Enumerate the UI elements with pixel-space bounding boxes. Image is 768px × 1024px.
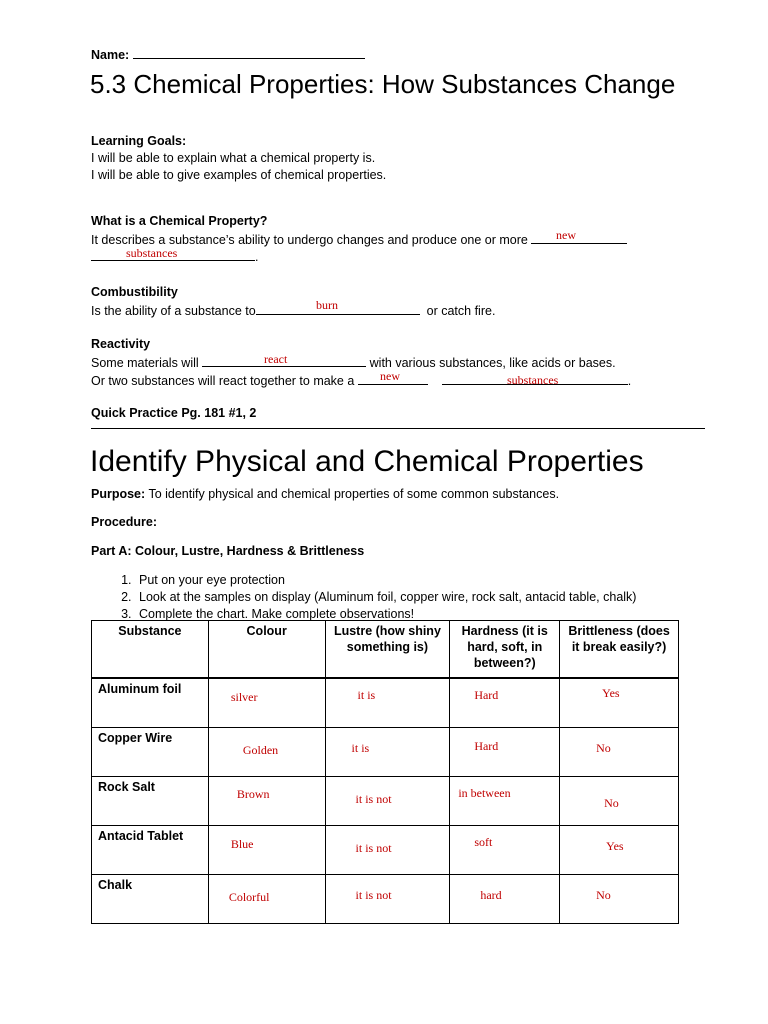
- hardness-answer: hard: [480, 888, 502, 902]
- procedure-step: 1. Put on your eye protection: [135, 572, 636, 589]
- chemical-property-end: .: [255, 250, 259, 264]
- chemical-property-blank-1: [531, 231, 627, 244]
- answer-substances-2: substances: [507, 373, 559, 387]
- chemical-property-heading: What is a Chemical Property?: [91, 214, 268, 228]
- answer-new-1: new: [556, 228, 576, 242]
- substance-cell: Aluminum foil: [92, 678, 209, 728]
- answer-new-2: new: [380, 369, 400, 383]
- section-title: Identify Physical and Chemical Properties: [90, 445, 644, 478]
- lustre-answer: it is not: [355, 792, 392, 806]
- purpose-text: To identify physical and chemical properties of some common substances.: [148, 487, 560, 501]
- brittleness-cell: [560, 826, 679, 875]
- header-substance: Substance: [92, 621, 209, 679]
- brittleness-answer: Yes: [606, 839, 624, 853]
- divider-line: [91, 428, 705, 429]
- chemical-property-text: It describes a substance’s ability to undergo changes and produce one or more: [91, 233, 528, 247]
- learning-goals-heading: Learning Goals:: [91, 134, 187, 148]
- header-lustre: Lustre (how shiny something is): [325, 621, 450, 679]
- table-header-row: [92, 621, 679, 679]
- brittleness-cell: [560, 728, 679, 777]
- hardness-answer: in between: [458, 786, 511, 800]
- procedure-label: Procedure:: [91, 515, 157, 529]
- lustre-answer: it is not: [355, 888, 392, 902]
- observation-table: [91, 620, 679, 924]
- answer-react: react: [264, 352, 288, 366]
- procedure-step: 2. Look at the samples on display (Aluminum foil, copper wire, rock salt, antacid table, chalk): [135, 589, 636, 606]
- page-title: 5.3 Chemical Properties: How Substances Change: [90, 69, 676, 99]
- substance-cell: Antacid Tablet: [92, 826, 209, 875]
- hardness-cell: [450, 678, 560, 728]
- table-row: [92, 678, 679, 728]
- combustibility-after: or catch fire.: [426, 304, 496, 318]
- table-row: [92, 826, 679, 875]
- colour-cell: [208, 777, 325, 826]
- hardness-cell: [450, 728, 560, 777]
- combustibility-before: Is the ability of a substance to: [91, 304, 256, 318]
- table-row: [92, 777, 679, 826]
- header-brittleness: Brittleness (does it break easily?): [560, 621, 679, 679]
- hardness-answer: Hard: [474, 739, 499, 753]
- table-row: [92, 875, 679, 924]
- substance-cell: Rock Salt: [92, 777, 209, 826]
- brittleness-cell: [560, 875, 679, 924]
- colour-answer: silver: [230, 690, 258, 704]
- brittleness-answer: No: [596, 888, 611, 902]
- lustre-cell: [325, 777, 450, 826]
- brittleness-cell: [560, 678, 679, 728]
- combustibility-heading: Combustibility: [91, 285, 178, 299]
- colour-answer: Brown: [236, 787, 270, 801]
- answer-substances-1: substances: [126, 246, 178, 260]
- lustre-answer: it is: [351, 741, 370, 755]
- procedure-step: 3. Complete the chart. Make complete observations!: [135, 606, 636, 623]
- brittleness-cell: [560, 777, 679, 826]
- purpose-label: Purpose:: [91, 487, 146, 501]
- header-hardness: Hardness (it is hard, soft, in between?): [450, 621, 560, 679]
- name-label: Name:: [91, 48, 130, 62]
- name-line: [91, 46, 365, 63]
- procedure-steps: [91, 572, 636, 623]
- learning-goal-2: I will be able to give examples of chemical properties.: [91, 168, 387, 182]
- lustre-answer: it is: [357, 688, 376, 702]
- learning-goal-1: I will be able to explain what a chemical property is.: [91, 151, 376, 165]
- colour-cell: [208, 678, 325, 728]
- colour-cell: [208, 875, 325, 924]
- brittleness-answer: No: [604, 796, 619, 810]
- hardness-cell: [450, 777, 560, 826]
- hardness-cell: [450, 826, 560, 875]
- answer-burn: burn: [316, 298, 338, 312]
- substance-cell: Copper Wire: [92, 728, 209, 777]
- quick-practice: Quick Practice Pg. 181 #1, 2: [91, 406, 257, 420]
- colour-answer: Golden: [242, 743, 279, 757]
- colour-answer: Blue: [230, 837, 254, 851]
- table-row: [92, 728, 679, 777]
- lustre-cell: [325, 826, 450, 875]
- purpose-line: [91, 486, 559, 502]
- reactivity-line2-end: .: [627, 374, 632, 388]
- reactivity-line1-after: with various substances, like acids or bases.: [369, 356, 616, 370]
- combustibility-line: [91, 302, 495, 319]
- part-a-heading: Part A: Colour, Lustre, Hardness & Brittleness: [91, 544, 365, 558]
- hardness-answer: soft: [474, 835, 493, 849]
- colour-cell: [208, 728, 325, 777]
- hardness-cell: [450, 875, 560, 924]
- header-colour: Colour: [208, 621, 325, 679]
- colour-cell: [208, 826, 325, 875]
- lustre-cell: [325, 728, 450, 777]
- lustre-cell: [325, 875, 450, 924]
- reactivity-line-1: [91, 354, 616, 371]
- hardness-answer: Hard: [474, 688, 499, 702]
- brittleness-answer: Yes: [602, 686, 620, 700]
- name-blank: [133, 46, 365, 59]
- reactivity-heading: Reactivity: [91, 337, 151, 351]
- substance-cell: Chalk: [92, 875, 209, 924]
- reactivity-line2-before: Or two substances will react together to make a: [91, 374, 355, 388]
- reactivity-line1-before: Some materials will: [91, 356, 199, 370]
- lustre-answer: it is not: [355, 841, 392, 855]
- colour-answer: Colorful: [228, 890, 270, 904]
- brittleness-answer: No: [596, 741, 611, 755]
- lustre-cell: [325, 678, 450, 728]
